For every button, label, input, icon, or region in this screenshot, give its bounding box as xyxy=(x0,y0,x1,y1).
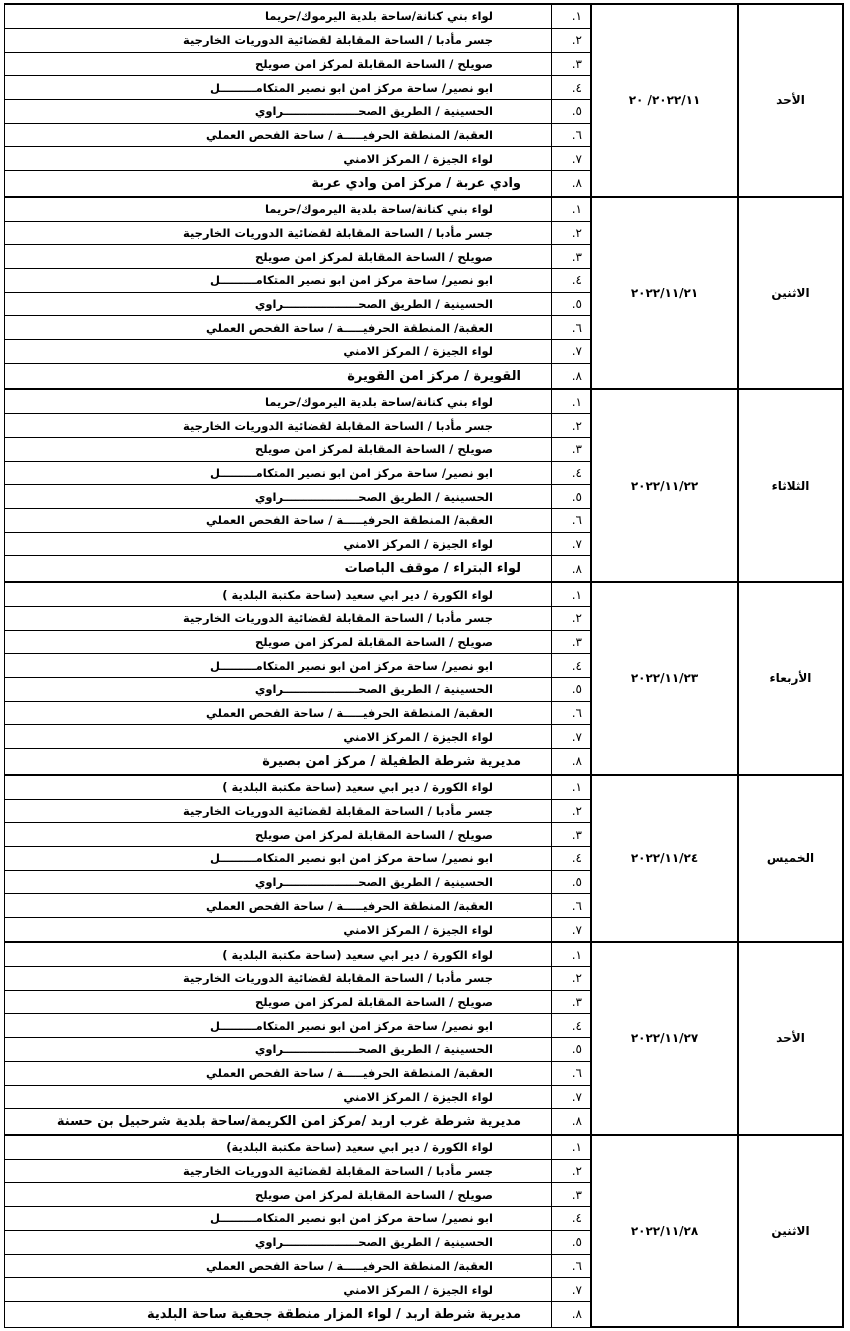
item-number: ٢. xyxy=(552,1159,592,1183)
day-cell: الاثنين xyxy=(738,197,843,390)
location-cell: صويلح / الساحة المقابلة لمركز امن صويلح xyxy=(5,245,552,269)
location-cell: لواء الكورة / دير ابي سعيد (ساحة مكتبة البلدية) xyxy=(5,1135,552,1159)
item-number: ٤. xyxy=(552,76,592,100)
item-number: ٣. xyxy=(552,1183,592,1207)
location-cell: ابو نصير/ ساحة مركز امن ابو نصير المتكامـــــــــل xyxy=(5,847,552,871)
location-cell: لواء الكورة / دير ابي سعيد (ساحة مكتبة البلدية ) xyxy=(5,582,552,606)
schedule-row xyxy=(5,942,844,966)
item-number: ٨. xyxy=(552,1301,592,1327)
location-cell: صويلح / الساحة المقابلة لمركز امن صويلح xyxy=(5,438,552,462)
location-cell: جسر مأدبا / الساحة المقابلة لقضائية الدوريات الخارجية xyxy=(5,967,552,991)
location-cell: جسر مأدبا / الساحة المقابلة لقضائية الدوريات الخارجية xyxy=(5,1159,552,1183)
schedule-row xyxy=(5,4,844,28)
item-number: ٨. xyxy=(552,556,592,582)
item-number: ٦. xyxy=(552,1061,592,1085)
location-cell: جسر مأدبا / الساحة المقابلة لقضائية الدوريات الخارجية xyxy=(5,221,552,245)
item-number: ٤. xyxy=(552,269,592,293)
item-number: ٣. xyxy=(552,630,592,654)
item-number: ٢. xyxy=(552,221,592,245)
item-number: ٢. xyxy=(552,799,592,823)
item-number: ٧. xyxy=(552,1278,592,1302)
item-number: ٣. xyxy=(552,438,592,462)
location-cell: الحسينية / الطريق الصحـــــــــــــــــــراوي xyxy=(5,485,552,509)
schedule-body xyxy=(5,4,844,1327)
item-number: ٥. xyxy=(552,100,592,124)
item-number: ٣. xyxy=(552,245,592,269)
location-cell: العقبة/ المنطقة الحرفيـــــة / ساحة الفحص العملي xyxy=(5,509,552,533)
location-cell: مديرية شرطة اربد / لواء المزار منطقة جحفية ساحة البلدية xyxy=(5,1301,552,1327)
location-cell: جسر مأدبا / الساحة المقابلة لقضائية الدوريات الخارجية xyxy=(5,799,552,823)
location-cell: الحسينية / الطريق الصحـــــــــــــــــــراوي xyxy=(5,100,552,124)
day-cell: الأحد xyxy=(738,942,843,1135)
schedule-row xyxy=(5,1135,844,1159)
item-number: ٨. xyxy=(552,1109,592,1135)
item-number: ٥. xyxy=(552,292,592,316)
date-cell: ٢٠٢٢/١١/ ٢٠ xyxy=(591,4,738,197)
schedule-row xyxy=(5,389,844,413)
location-cell: ابو نصير/ ساحة مركز امن ابو نصير المتكامـــــــــل xyxy=(5,269,552,293)
location-cell: ابو نصير/ ساحة مركز امن ابو نصير المتكامـــــــــل xyxy=(5,1207,552,1231)
location-cell: لواء البتراء / موقف الباصات xyxy=(5,556,552,582)
item-number: ٥. xyxy=(552,1038,592,1062)
location-cell: صويلح / الساحة المقابلة لمركز امن صويلح xyxy=(5,52,552,76)
location-cell: لواء بني كنانة/ساحة بلدية اليرموك/حريما xyxy=(5,389,552,413)
item-number: ١. xyxy=(552,582,592,606)
date-cell: ٢٠٢٢/١١/٢٤ xyxy=(591,775,738,942)
location-cell: لواء الكورة / دير ابي سعيد (ساحة مكتبة البلدية ) xyxy=(5,775,552,799)
item-number: ٨. xyxy=(552,749,592,775)
item-number: ٨. xyxy=(552,171,592,197)
item-number: ٧. xyxy=(552,147,592,171)
location-cell: جسر مأدبا / الساحة المقابلة لقضائية الدوريات الخارجية xyxy=(5,414,552,438)
day-cell: الخميس xyxy=(738,775,843,942)
item-number: ١. xyxy=(552,1135,592,1159)
item-number: ٥. xyxy=(552,870,592,894)
item-number: ٧. xyxy=(552,918,592,942)
item-number: ١. xyxy=(552,4,592,28)
date-cell: ٢٠٢٢/١١/٢١ xyxy=(591,197,738,390)
item-number: ٨. xyxy=(552,363,592,389)
item-number: ٤. xyxy=(552,461,592,485)
item-number: ٢. xyxy=(552,967,592,991)
item-number: ٤. xyxy=(552,1014,592,1038)
schedule-row xyxy=(5,197,844,221)
item-number: ٢. xyxy=(552,607,592,631)
item-number: ١. xyxy=(552,197,592,221)
location-cell: العقبة/ المنطقة الحرفيـــــة / ساحة الفحص العملي xyxy=(5,316,552,340)
location-cell: لواء الجيزة / المركز الامني xyxy=(5,340,552,364)
item-number: ٦. xyxy=(552,1254,592,1278)
item-number: ٢. xyxy=(552,28,592,52)
item-number: ١. xyxy=(552,942,592,966)
item-number: ٤. xyxy=(552,654,592,678)
item-number: ٦. xyxy=(552,894,592,918)
location-cell: العقبة/ المنطقة الحرفيـــــة / ساحة الفحص العملي xyxy=(5,1254,552,1278)
item-number: ٥. xyxy=(552,485,592,509)
location-cell: العقبة/ المنطقة الحرفيـــــة / ساحة الفحص العملي xyxy=(5,701,552,725)
location-cell: صويلح / الساحة المقابلة لمركز امن صويلح xyxy=(5,823,552,847)
item-number: ٧. xyxy=(552,532,592,556)
item-number: ٢. xyxy=(552,414,592,438)
item-number: ٤. xyxy=(552,1207,592,1231)
location-cell: لواء بني كنانة/ساحة بلدية اليرموك/حريما xyxy=(5,197,552,221)
location-cell: الحسينية / الطريق الصحـــــــــــــــــــراوي xyxy=(5,870,552,894)
location-cell: العقبة/ المنطقة الحرفيـــــة / ساحة الفحص العملي xyxy=(5,1061,552,1085)
location-cell: مديرية شرطة الطفيلة / مركز امن بصيرة xyxy=(5,749,552,775)
item-number: ٣. xyxy=(552,990,592,1014)
day-cell: الأحد xyxy=(738,4,843,197)
location-cell: لواء الجيزة / المركز الامني xyxy=(5,532,552,556)
schedule-row xyxy=(5,582,844,606)
item-number: ٧. xyxy=(552,340,592,364)
location-cell: ابو نصير/ ساحة مركز امن ابو نصير المتكامـــــــــل xyxy=(5,461,552,485)
location-cell: لواء الجيزة / المركز الامني xyxy=(5,1085,552,1109)
day-cell: الاثنين xyxy=(738,1135,843,1327)
item-number: ٤. xyxy=(552,847,592,871)
item-number: ٦. xyxy=(552,316,592,340)
item-number: ٧. xyxy=(552,725,592,749)
location-cell: لواء الجيزة / المركز الامني xyxy=(5,725,552,749)
schedule-table xyxy=(4,3,844,1328)
location-cell: الحسينية / الطريق الصحـــــــــــــــــــراوي xyxy=(5,678,552,702)
location-cell: جسر مأدبا / الساحة المقابلة لقضائية الدوريات الخارجية xyxy=(5,607,552,631)
location-cell: ابو نصير/ ساحة مركز امن ابو نصير المتكامـــــــــل xyxy=(5,76,552,100)
location-cell: ابو نصير/ ساحة مركز امن ابو نصير المتكامـــــــــل xyxy=(5,654,552,678)
item-number: ٦. xyxy=(552,509,592,533)
location-cell: جسر مأدبا / الساحة المقابلة لقضائية الدوريات الخارجية xyxy=(5,28,552,52)
item-number: ٦. xyxy=(552,701,592,725)
location-cell: لواء الجيزة / المركز الامني xyxy=(5,147,552,171)
location-cell: صويلح / الساحة المقابلة لمركز امن صويلح xyxy=(5,990,552,1014)
location-cell: العقبة/ المنطقة الحرفيـــــة / ساحة الفحص العملي xyxy=(5,894,552,918)
item-number: ٣. xyxy=(552,823,592,847)
location-cell: الحسينية / الطريق الصحـــــــــــــــــــراوي xyxy=(5,292,552,316)
location-cell: لواء الجيزة / المركز الامني xyxy=(5,1278,552,1302)
item-number: ٧. xyxy=(552,1085,592,1109)
item-number: ١. xyxy=(552,389,592,413)
item-number: ٥. xyxy=(552,1230,592,1254)
location-cell: صويلح / الساحة المقابلة لمركز امن صويلح xyxy=(5,1183,552,1207)
location-cell: صويلح / الساحة المقابلة لمركز امن صويلح xyxy=(5,630,552,654)
date-cell: ٢٠٢٢/١١/٢٣ xyxy=(591,582,738,775)
item-number: ٥. xyxy=(552,678,592,702)
item-number: ٣. xyxy=(552,52,592,76)
schedule-row xyxy=(5,775,844,799)
location-cell: العقبة/ المنطقة الحرفيـــــة / ساحة الفحص العملي xyxy=(5,123,552,147)
location-cell: لواء الجيزة / المركز الامني xyxy=(5,918,552,942)
date-cell: ٢٠٢٢/١١/٢٧ xyxy=(591,942,738,1135)
location-cell: الحسينية / الطريق الصحـــــــــــــــــــراوي xyxy=(5,1230,552,1254)
location-cell: مديرية شرطة غرب اربد /مركز امن الكريمة/ساحة بلدية شرحبيل بن حسنة xyxy=(5,1109,552,1135)
item-number: ١. xyxy=(552,775,592,799)
location-cell: القويرة / مركز امن القويرة xyxy=(5,363,552,389)
day-cell: الثلاثاء xyxy=(738,389,843,582)
location-cell: لواء بني كنانة/ساحة بلدية اليرموك/حريما xyxy=(5,4,552,28)
date-cell: ٢٠٢٢/١١/٢٨ xyxy=(591,1135,738,1327)
location-cell: ابو نصير/ ساحة مركز امن ابو نصير المتكامـــــــــل xyxy=(5,1014,552,1038)
date-cell: ٢٠٢٢/١١/٢٢ xyxy=(591,389,738,582)
location-cell: الحسينية / الطريق الصحـــــــــــــــــــراوي xyxy=(5,1038,552,1062)
location-cell: لواء الكورة / دير ابي سعيد (ساحة مكتبة البلدية ) xyxy=(5,942,552,966)
location-cell: وادي عربة / مركز امن وادي عربة xyxy=(5,171,552,197)
day-cell: الأربعاء xyxy=(738,582,843,775)
item-number: ٦. xyxy=(552,123,592,147)
